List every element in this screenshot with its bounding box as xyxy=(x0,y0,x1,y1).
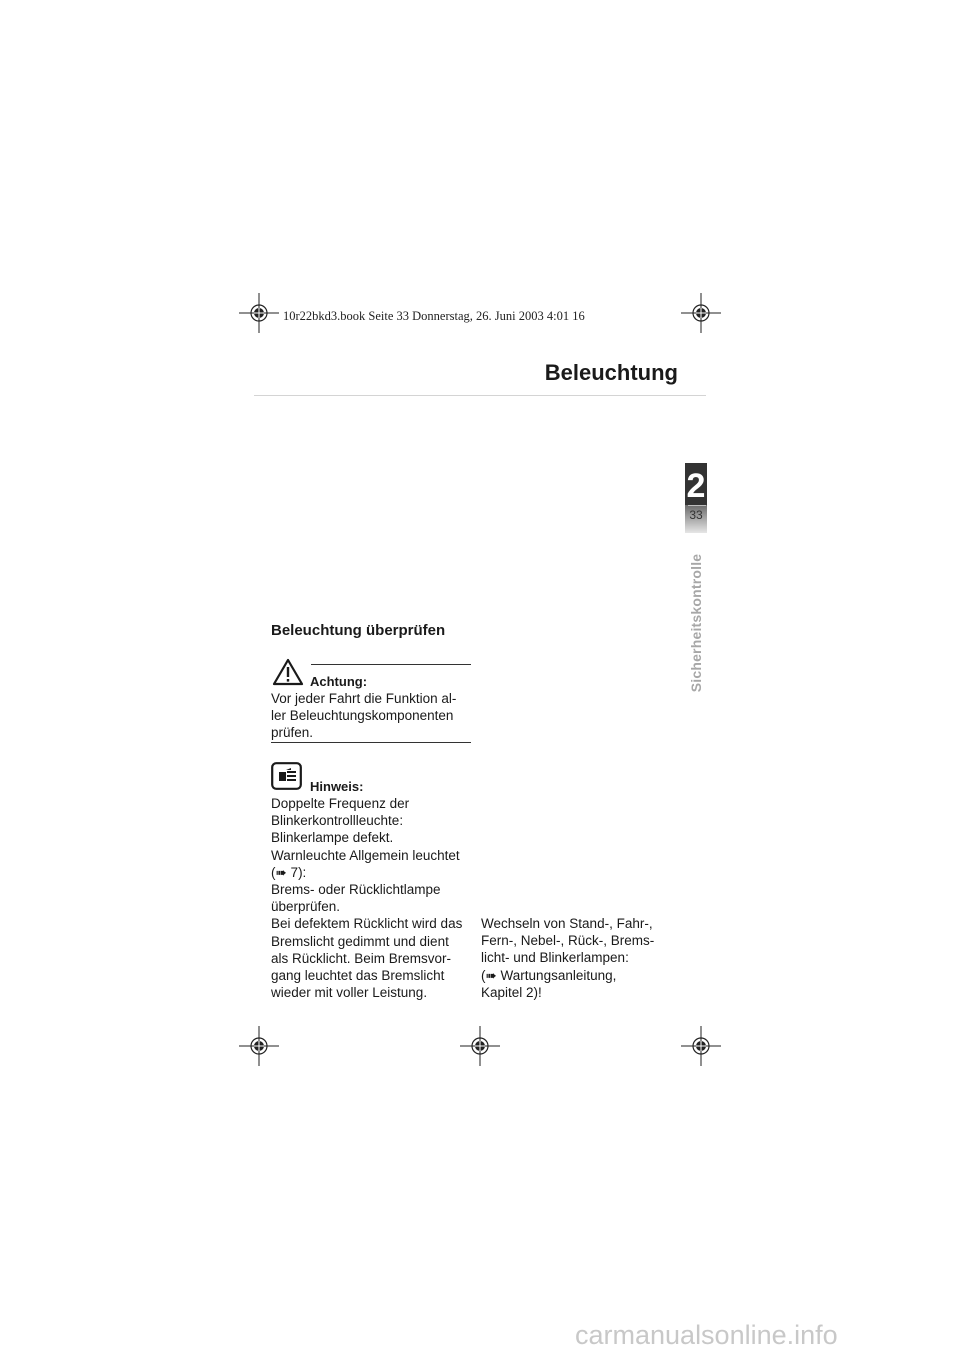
page-title: Beleuchtung xyxy=(544,360,678,385)
note-text xyxy=(271,795,481,1001)
registration-mark-top-left xyxy=(239,293,279,333)
note-icon xyxy=(271,762,302,790)
chapter-number: 2 xyxy=(686,467,706,505)
warning-text-line: Vor jeder Fahrt die Funktion al- xyxy=(271,691,457,706)
note-text-line: Bei defektem Rücklicht wird das xyxy=(271,916,463,932)
note-text-line: überprüfen. xyxy=(271,899,341,915)
print-file-info: 10r22bkd3.book Seite 33 Donnerstag, 26. Juni 2003 4:01 16 xyxy=(283,309,585,323)
note-text-line: gang leuchtet das Bremslicht xyxy=(271,968,445,984)
warning-label: Achtung: xyxy=(310,674,368,689)
lamp-replacement-text xyxy=(481,915,691,1001)
warning-text-line: ler Beleuchtungskomponenten xyxy=(271,708,454,724)
page-number: 33 xyxy=(689,508,703,522)
note-text-line: Doppelte Frequenz der xyxy=(271,796,410,811)
section-heading: Beleuchtung überprüfen xyxy=(271,622,446,639)
lamp-replacement-line: (➠ Wartungsanleitung, xyxy=(481,967,617,983)
warning-text xyxy=(271,690,476,742)
warning-rule-top xyxy=(311,664,471,665)
registration-mark-top-right xyxy=(681,293,721,333)
lamp-replacement-line: Kapitel 2)! xyxy=(481,984,542,1000)
warning-rule-bottom xyxy=(271,742,471,743)
note-label: Hinweis: xyxy=(310,779,364,794)
lamp-replacement-line: Fern-, Nebel-, Rück-, Brems- xyxy=(481,933,655,949)
note-text-line: als Rücklicht. Beim Bremsvor- xyxy=(271,950,452,966)
registration-mark-bottom-left xyxy=(239,1026,279,1066)
note-text-line: Bremslicht gedimmt und dient xyxy=(271,933,449,949)
note-text-line: Warnleuchte Allgemein leuchtet xyxy=(271,847,460,863)
note-text-line: Blinkerkontrollleuchte: xyxy=(271,813,404,829)
warning-text-line: prüfen. xyxy=(271,725,314,741)
note-text-line: (➠ 7): xyxy=(271,864,307,880)
lamp-replacement-line: Wechseln von Stand-, Fahr-, xyxy=(481,916,653,931)
registration-mark-bottom-center xyxy=(460,1026,500,1066)
registration-mark-bottom-right xyxy=(681,1026,721,1066)
title-divider xyxy=(254,395,706,396)
chapter-tab-divider xyxy=(688,505,706,506)
note-text-line: wieder mit voller Leistung. xyxy=(271,985,428,1001)
lamp-replacement-line: licht- und Blinkerlampen: xyxy=(481,950,629,966)
note-text-line: Brems- oder Rücklichtlampe xyxy=(271,882,441,898)
footer-watermark: carmanualsonline.info xyxy=(575,1320,838,1350)
warning-triangle-icon xyxy=(272,658,304,686)
chapter-side-label: Sicherheitskontrolle xyxy=(688,553,704,693)
note-text-line: Blinkerlampe defekt. xyxy=(271,830,394,846)
